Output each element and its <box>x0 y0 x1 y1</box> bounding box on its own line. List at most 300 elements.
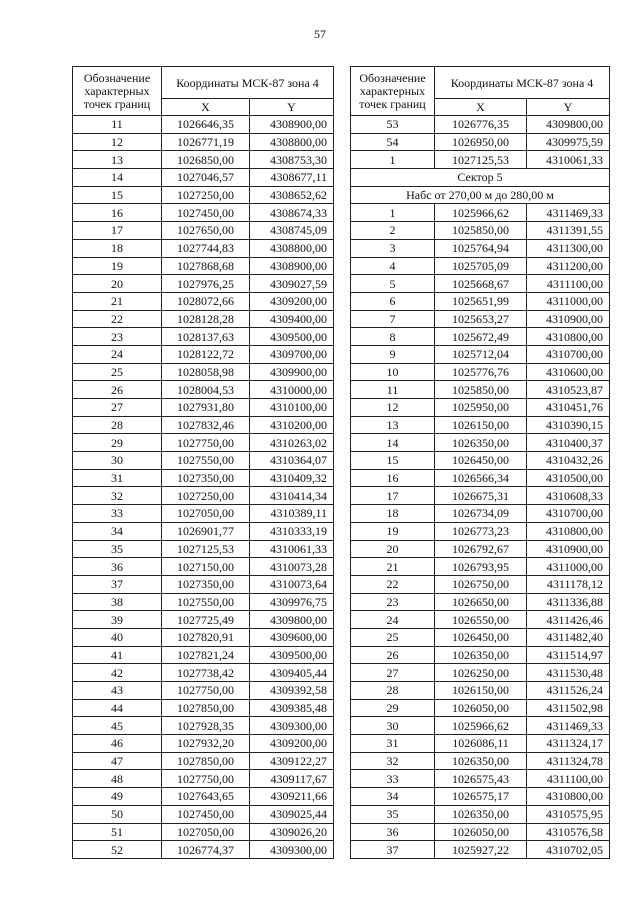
x-coordinate-cell: 1026150,00 <box>435 416 527 434</box>
x-coordinate-cell: 1027350,00 <box>162 469 250 487</box>
point-number-cell: 41 <box>73 646 162 664</box>
y-coordinate-cell: 4311526,24 <box>527 682 610 700</box>
y-coordinate-cell: 4310333,19 <box>250 522 334 540</box>
point-number-cell: 2 <box>351 222 435 240</box>
point-number-cell: 33 <box>351 770 435 788</box>
y-coordinate-cell: 4310432,26 <box>527 452 610 470</box>
x-coordinate-cell: 1026086,11 <box>435 735 527 753</box>
y-coordinate-cell: 4309122,27 <box>250 752 334 770</box>
table-row <box>73 699 334 717</box>
y-coordinate-cell: 4309976,75 <box>250 593 334 611</box>
table-row <box>351 345 610 363</box>
x-coordinate-cell: 1027550,00 <box>162 593 250 611</box>
y-coordinate-cell: 4309117,67 <box>250 770 334 788</box>
point-number-cell: 27 <box>351 664 435 682</box>
point-number-cell: 11 <box>73 116 162 134</box>
y-coordinate-cell: 4310389,11 <box>250 505 334 523</box>
y-coordinate-cell: 4310800,00 <box>527 522 610 540</box>
x-coordinate-cell: 1027550,00 <box>162 452 250 470</box>
y-coordinate-cell: 4309405,44 <box>250 664 334 682</box>
table-row <box>351 310 610 328</box>
x-coordinate-cell: 1027450,00 <box>162 204 250 222</box>
point-number-cell: 23 <box>351 593 435 611</box>
y-coordinate-cell: 4310200,00 <box>250 416 334 434</box>
x-coordinate-cell: 1027450,00 <box>162 805 250 823</box>
table-row <box>351 399 610 417</box>
y-coordinate-cell: 4310900,00 <box>527 540 610 558</box>
table-row <box>351 522 610 540</box>
table-row <box>73 399 334 417</box>
x-coordinate-cell: 1026792,67 <box>435 540 527 558</box>
x-coordinate-cell: 1027725,49 <box>162 611 250 629</box>
x-coordinate-cell: 1027350,00 <box>162 575 250 593</box>
point-number-cell: 37 <box>73 575 162 593</box>
x-coordinate-cell: 1026734,09 <box>435 505 527 523</box>
x-coordinate-cell: 1028137,63 <box>162 328 250 346</box>
x-coordinate-cell: 1027150,00 <box>162 558 250 576</box>
y-coordinate-cell: 4308677,11 <box>250 169 334 187</box>
table-row <box>351 363 610 381</box>
x-coordinate-cell: 1026350,00 <box>435 434 527 452</box>
x-coordinate-cell: 1026150,00 <box>435 682 527 700</box>
table-row <box>73 752 334 770</box>
y-coordinate-cell: 4311000,00 <box>527 558 610 576</box>
x-coordinate-cell: 1027821,24 <box>162 646 250 664</box>
x-coordinate-cell: 1026350,00 <box>435 805 527 823</box>
table-row <box>73 805 334 823</box>
y-coordinate-cell: 4310073,64 <box>250 575 334 593</box>
y-coordinate-cell: 4310000,00 <box>250 381 334 399</box>
x-coordinate-cell: 1027250,00 <box>162 186 250 204</box>
x-coordinate-cell: 1026050,00 <box>435 823 527 841</box>
point-number-cell: 51 <box>73 823 162 841</box>
point-number-cell: 48 <box>73 770 162 788</box>
table-row <box>351 505 610 523</box>
table-row <box>73 558 334 576</box>
y-coordinate-cell: 4311530,48 <box>527 664 610 682</box>
x-coordinate-cell: 1027832,46 <box>162 416 250 434</box>
header-designation: Обозначение характерных точек границ <box>73 67 162 116</box>
x-coordinate-cell: 1026250,00 <box>435 664 527 682</box>
x-coordinate-cell: 1027050,00 <box>162 823 250 841</box>
x-coordinate-cell: 1026774,37 <box>162 841 250 859</box>
header-x: X <box>435 99 527 116</box>
y-coordinate-cell: 4308900,00 <box>250 116 334 134</box>
height-row <box>351 186 610 204</box>
header-y: Y <box>527 99 610 116</box>
right-table-bottom-body <box>351 204 610 858</box>
point-number-cell: 40 <box>73 628 162 646</box>
table-row <box>351 469 610 487</box>
coordinates-table-right <box>350 66 610 859</box>
table-row <box>351 841 610 859</box>
y-coordinate-cell: 4309500,00 <box>250 328 334 346</box>
table-row <box>351 593 610 611</box>
table-row <box>351 292 610 310</box>
point-number-cell: 54 <box>351 133 435 151</box>
point-number-cell: 6 <box>351 292 435 310</box>
point-number-cell: 33 <box>73 505 162 523</box>
x-coordinate-cell: 1026950,00 <box>435 133 527 151</box>
point-number-cell: 13 <box>351 416 435 434</box>
x-coordinate-cell: 1027643,65 <box>162 788 250 806</box>
table-row <box>73 823 334 841</box>
y-coordinate-cell: 4310575,95 <box>527 805 610 823</box>
table-row <box>73 735 334 753</box>
x-coordinate-cell: 1026771,19 <box>162 133 250 151</box>
point-number-cell: 1 <box>351 151 435 169</box>
point-number-cell: 11 <box>351 381 435 399</box>
y-coordinate-cell: 4310451,76 <box>527 399 610 417</box>
table-row <box>351 699 610 717</box>
x-coordinate-cell: 1027744,83 <box>162 239 250 257</box>
point-number-cell: 17 <box>351 487 435 505</box>
x-coordinate-cell: 1025850,00 <box>435 381 527 399</box>
y-coordinate-cell: 4309027,59 <box>250 275 334 293</box>
y-coordinate-cell: 4310576,58 <box>527 823 610 841</box>
x-coordinate-cell: 1025705,09 <box>435 257 527 275</box>
table-row <box>73 257 334 275</box>
x-coordinate-cell: 1028058,98 <box>162 363 250 381</box>
y-coordinate-cell: 4311482,40 <box>527 628 610 646</box>
table-row <box>351 275 610 293</box>
header-coordinates: Координаты МСК-87 зона 4 <box>435 67 610 99</box>
point-number-cell: 18 <box>351 505 435 523</box>
point-number-cell: 15 <box>73 186 162 204</box>
y-coordinate-cell: 4310400,37 <box>527 434 610 452</box>
point-number-cell: 5 <box>351 275 435 293</box>
y-coordinate-cell: 4310500,00 <box>527 469 610 487</box>
table-row <box>351 540 610 558</box>
x-coordinate-cell: 1027650,00 <box>162 222 250 240</box>
table-row <box>351 646 610 664</box>
x-coordinate-cell: 1027125,53 <box>435 151 527 169</box>
y-coordinate-cell: 4308652,62 <box>250 186 334 204</box>
y-coordinate-cell: 4310073,28 <box>250 558 334 576</box>
x-coordinate-cell: 1025966,62 <box>435 204 527 222</box>
table-row <box>73 116 334 134</box>
x-coordinate-cell: 1027750,00 <box>162 682 250 700</box>
y-coordinate-cell: 4310900,00 <box>527 310 610 328</box>
y-coordinate-cell: 4310700,00 <box>527 345 610 363</box>
table-row <box>351 239 610 257</box>
point-number-cell: 30 <box>351 717 435 735</box>
y-coordinate-cell: 4309300,00 <box>250 841 334 859</box>
header-designation: Обозначение характерных точек границ <box>351 67 435 116</box>
right-table-top-body <box>351 116 610 169</box>
point-number-cell: 24 <box>351 611 435 629</box>
table-row <box>73 239 334 257</box>
x-coordinate-cell: 1027850,00 <box>162 752 250 770</box>
x-coordinate-cell: 1025651,99 <box>435 292 527 310</box>
point-number-cell: 25 <box>73 363 162 381</box>
point-number-cell: 3 <box>351 239 435 257</box>
table-row <box>351 133 610 151</box>
y-coordinate-cell: 4309200,00 <box>250 292 334 310</box>
x-coordinate-cell: 1026793,95 <box>435 558 527 576</box>
x-coordinate-cell: 1026675,31 <box>435 487 527 505</box>
sector-label: Сектор 5 <box>351 169 610 187</box>
table-row <box>351 682 610 700</box>
table-row <box>73 682 334 700</box>
point-number-cell: 13 <box>73 151 162 169</box>
x-coordinate-cell: 1027750,00 <box>162 770 250 788</box>
y-coordinate-cell: 4308753,30 <box>250 151 334 169</box>
x-coordinate-cell: 1026850,00 <box>162 151 250 169</box>
x-coordinate-cell: 1028004,53 <box>162 381 250 399</box>
y-coordinate-cell: 4308674,33 <box>250 204 334 222</box>
point-number-cell: 12 <box>351 399 435 417</box>
x-coordinate-cell: 1026575,43 <box>435 770 527 788</box>
x-coordinate-cell: 1025653,27 <box>435 310 527 328</box>
table-row <box>73 664 334 682</box>
y-coordinate-cell: 4310523,87 <box>527 381 610 399</box>
point-number-cell: 31 <box>351 735 435 753</box>
table-row <box>73 292 334 310</box>
point-number-cell: 34 <box>73 522 162 540</box>
x-coordinate-cell: 1028122,72 <box>162 345 250 363</box>
x-coordinate-cell: 1026550,00 <box>435 611 527 629</box>
point-number-cell: 32 <box>73 487 162 505</box>
y-coordinate-cell: 4310061,33 <box>527 151 610 169</box>
left-table-body <box>73 116 334 859</box>
point-number-cell: 43 <box>73 682 162 700</box>
y-coordinate-cell: 4309800,00 <box>527 116 610 134</box>
table-row <box>73 204 334 222</box>
table-row <box>73 841 334 859</box>
point-number-cell: 42 <box>73 664 162 682</box>
x-coordinate-cell: 1027931,80 <box>162 399 250 417</box>
table-row <box>73 133 334 151</box>
x-coordinate-cell: 1025850,00 <box>435 222 527 240</box>
table-row <box>73 628 334 646</box>
table-row <box>351 381 610 399</box>
point-number-cell: 18 <box>73 239 162 257</box>
x-coordinate-cell: 1026773,23 <box>435 522 527 540</box>
y-coordinate-cell: 4310263,02 <box>250 434 334 452</box>
table-row <box>73 345 334 363</box>
point-number-cell: 53 <box>351 116 435 134</box>
y-coordinate-cell: 4309700,00 <box>250 345 334 363</box>
y-coordinate-cell: 4311502,98 <box>527 699 610 717</box>
x-coordinate-cell: 1026646,35 <box>162 116 250 134</box>
point-number-cell: 23 <box>73 328 162 346</box>
table-row <box>351 735 610 753</box>
table-row <box>351 116 610 134</box>
x-coordinate-cell: 1026901,77 <box>162 522 250 540</box>
coordinates-table-left <box>72 66 334 859</box>
point-number-cell: 36 <box>351 823 435 841</box>
table-row <box>73 169 334 187</box>
x-coordinate-cell: 1027738,42 <box>162 664 250 682</box>
table-row <box>351 328 610 346</box>
point-number-cell: 19 <box>351 522 435 540</box>
y-coordinate-cell: 4309800,00 <box>250 611 334 629</box>
point-number-cell: 8 <box>351 328 435 346</box>
table-row <box>351 752 610 770</box>
y-coordinate-cell: 4308745,09 <box>250 222 334 240</box>
y-coordinate-cell: 4311178,12 <box>527 575 610 593</box>
table-row <box>351 416 610 434</box>
y-coordinate-cell: 4309211,66 <box>250 788 334 806</box>
y-coordinate-cell: 4311514,97 <box>527 646 610 664</box>
point-number-cell: 29 <box>73 434 162 452</box>
point-number-cell: 21 <box>73 292 162 310</box>
sector-block <box>351 169 610 204</box>
x-coordinate-cell: 1027976,25 <box>162 275 250 293</box>
x-coordinate-cell: 1026750,00 <box>435 575 527 593</box>
point-number-cell: 9 <box>351 345 435 363</box>
x-coordinate-cell: 1026650,00 <box>435 593 527 611</box>
point-number-cell: 22 <box>73 310 162 328</box>
point-number-cell: 38 <box>73 593 162 611</box>
y-coordinate-cell: 4311000,00 <box>527 292 610 310</box>
x-coordinate-cell: 1027868,68 <box>162 257 250 275</box>
point-number-cell: 19 <box>73 257 162 275</box>
table-row <box>73 275 334 293</box>
point-number-cell: 46 <box>73 735 162 753</box>
table-row <box>73 522 334 540</box>
table-row <box>351 204 610 222</box>
point-number-cell: 35 <box>351 805 435 823</box>
y-coordinate-cell: 4309400,00 <box>250 310 334 328</box>
table-row <box>73 381 334 399</box>
x-coordinate-cell: 1027932,20 <box>162 735 250 753</box>
x-coordinate-cell: 1027046,57 <box>162 169 250 187</box>
y-coordinate-cell: 4311324,17 <box>527 735 610 753</box>
y-coordinate-cell: 4309025,44 <box>250 805 334 823</box>
table-row <box>351 487 610 505</box>
point-number-cell: 20 <box>73 275 162 293</box>
y-coordinate-cell: 4309500,00 <box>250 646 334 664</box>
point-number-cell: 21 <box>351 558 435 576</box>
point-number-cell: 27 <box>73 399 162 417</box>
table-row <box>351 558 610 576</box>
page-number: 57 <box>314 27 326 41</box>
point-number-cell: 34 <box>351 788 435 806</box>
y-coordinate-cell: 4310702,05 <box>527 841 610 859</box>
table-row <box>351 770 610 788</box>
point-number-cell: 28 <box>73 416 162 434</box>
y-coordinate-cell: 4310700,00 <box>527 505 610 523</box>
table-row <box>73 593 334 611</box>
point-number-cell: 29 <box>351 699 435 717</box>
y-coordinate-cell: 4309392,58 <box>250 682 334 700</box>
table-row <box>73 487 334 505</box>
x-coordinate-cell: 1027850,00 <box>162 699 250 717</box>
x-coordinate-cell: 1028128,28 <box>162 310 250 328</box>
y-coordinate-cell: 4310608,33 <box>527 487 610 505</box>
table-row <box>351 664 610 682</box>
x-coordinate-cell: 1027820,91 <box>162 628 250 646</box>
x-coordinate-cell: 1026050,00 <box>435 699 527 717</box>
point-number-cell: 15 <box>351 452 435 470</box>
table-row <box>351 717 610 735</box>
y-coordinate-cell: 4309975,59 <box>527 133 610 151</box>
table-row <box>351 823 610 841</box>
x-coordinate-cell: 1026566,34 <box>435 469 527 487</box>
y-coordinate-cell: 4309200,00 <box>250 735 334 753</box>
y-coordinate-cell: 4311469,33 <box>527 204 610 222</box>
x-coordinate-cell: 1027050,00 <box>162 505 250 523</box>
y-coordinate-cell: 4311300,00 <box>527 239 610 257</box>
header-y: Y <box>250 99 334 116</box>
point-number-cell: 26 <box>73 381 162 399</box>
y-coordinate-cell: 4310061,33 <box>250 540 334 558</box>
table-row <box>351 805 610 823</box>
height-label: Набс от 270,00 м до 280,00 м <box>351 186 610 204</box>
x-coordinate-cell: 1027750,00 <box>162 434 250 452</box>
y-coordinate-cell: 4309300,00 <box>250 717 334 735</box>
y-coordinate-cell: 4311100,00 <box>527 770 610 788</box>
y-coordinate-cell: 4311391,55 <box>527 222 610 240</box>
table-row <box>73 788 334 806</box>
y-coordinate-cell: 4308900,00 <box>250 257 334 275</box>
y-coordinate-cell: 4309600,00 <box>250 628 334 646</box>
point-number-cell: 32 <box>351 752 435 770</box>
point-number-cell: 52 <box>73 841 162 859</box>
x-coordinate-cell: 1026776,35 <box>435 116 527 134</box>
point-number-cell: 39 <box>73 611 162 629</box>
table-row <box>351 628 610 646</box>
point-number-cell: 4 <box>351 257 435 275</box>
x-coordinate-cell: 1026450,00 <box>435 628 527 646</box>
y-coordinate-cell: 4310800,00 <box>527 328 610 346</box>
y-coordinate-cell: 4310800,00 <box>527 788 610 806</box>
y-coordinate-cell: 4311426,46 <box>527 611 610 629</box>
x-coordinate-cell: 1028072,66 <box>162 292 250 310</box>
point-number-cell: 7 <box>351 310 435 328</box>
table-row <box>351 434 610 452</box>
table-row <box>73 717 334 735</box>
x-coordinate-cell: 1025764,94 <box>435 239 527 257</box>
table-row <box>73 540 334 558</box>
table-row <box>351 222 610 240</box>
table-row <box>73 151 334 169</box>
table-row <box>351 575 610 593</box>
x-coordinate-cell: 1025776,76 <box>435 363 527 381</box>
y-coordinate-cell: 4309900,00 <box>250 363 334 381</box>
x-coordinate-cell: 1025927,22 <box>435 841 527 859</box>
table-row <box>73 452 334 470</box>
table-row <box>73 434 334 452</box>
point-number-cell: 35 <box>73 540 162 558</box>
point-number-cell: 31 <box>73 469 162 487</box>
y-coordinate-cell: 4310364,07 <box>250 452 334 470</box>
y-coordinate-cell: 4310409,32 <box>250 469 334 487</box>
point-number-cell: 50 <box>73 805 162 823</box>
point-number-cell: 22 <box>351 575 435 593</box>
x-coordinate-cell: 1025966,62 <box>435 717 527 735</box>
point-number-cell: 16 <box>73 204 162 222</box>
point-number-cell: 49 <box>73 788 162 806</box>
table-row <box>351 257 610 275</box>
point-number-cell: 24 <box>73 345 162 363</box>
header-x: X <box>162 99 250 116</box>
y-coordinate-cell: 4310390,15 <box>527 416 610 434</box>
point-number-cell: 14 <box>73 169 162 187</box>
y-coordinate-cell: 4311336,88 <box>527 593 610 611</box>
point-number-cell: 37 <box>351 841 435 859</box>
x-coordinate-cell: 1026450,00 <box>435 452 527 470</box>
table-row <box>351 611 610 629</box>
y-coordinate-cell: 4309385,48 <box>250 699 334 717</box>
point-number-cell: 30 <box>73 452 162 470</box>
table-row <box>73 575 334 593</box>
table-row <box>73 416 334 434</box>
x-coordinate-cell: 1027928,35 <box>162 717 250 735</box>
y-coordinate-cell: 4310600,00 <box>527 363 610 381</box>
